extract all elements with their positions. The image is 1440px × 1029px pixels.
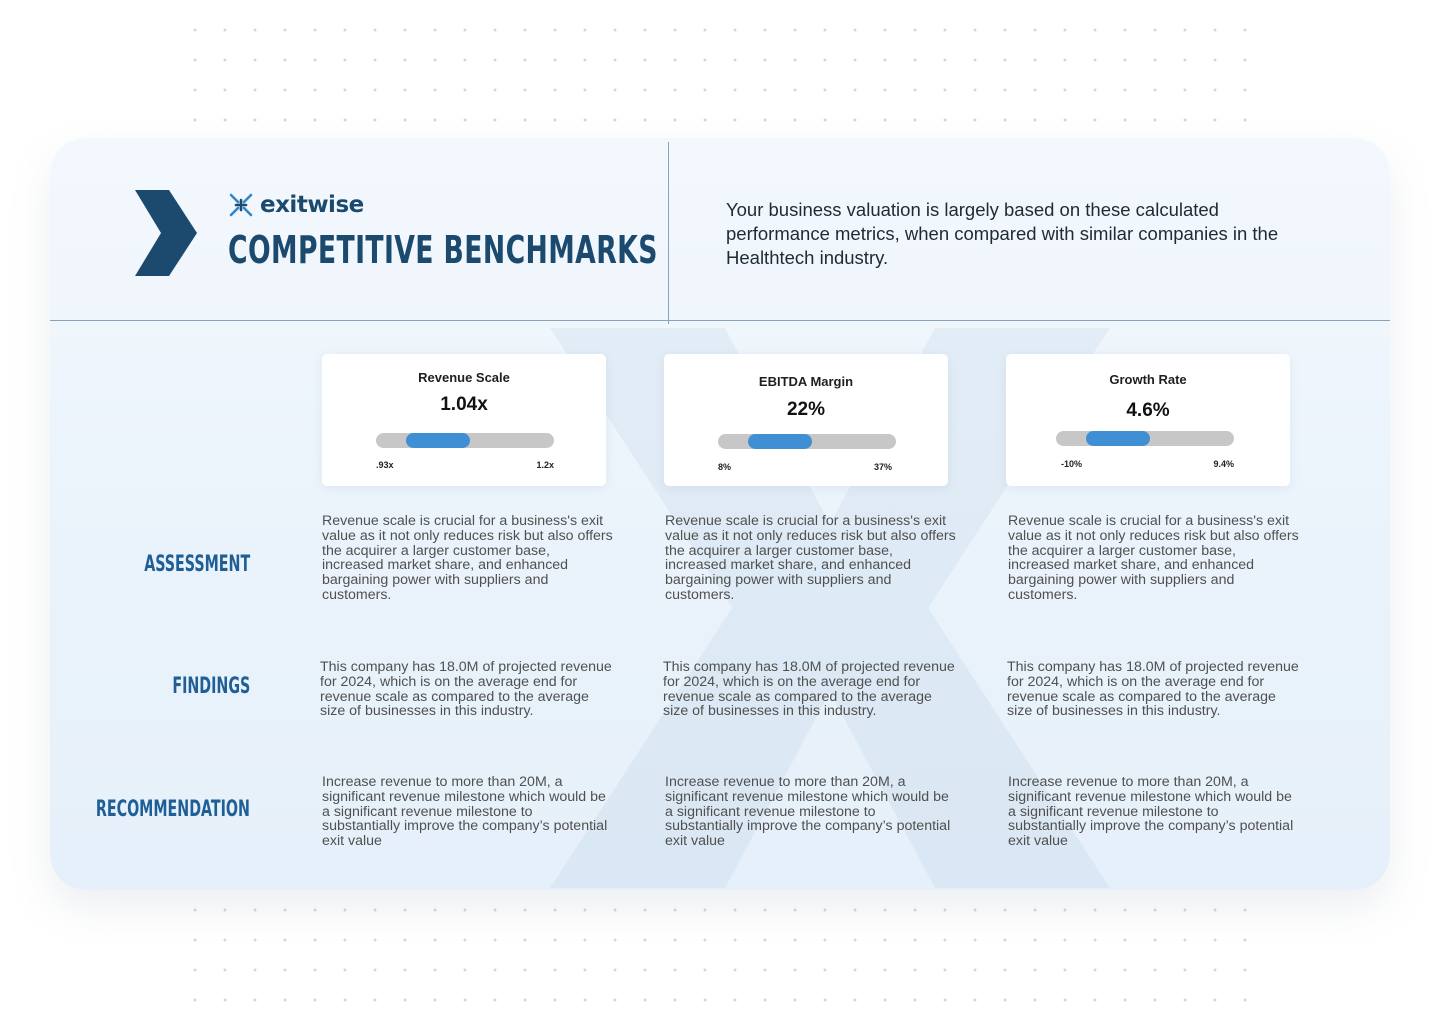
metric-bar-fill xyxy=(748,434,812,449)
chevron-right-icon xyxy=(135,190,197,276)
metric-bar-track xyxy=(1056,431,1234,446)
metric-min-label: -10% xyxy=(1061,459,1083,469)
metric-bar-track xyxy=(376,433,554,448)
recommendation-cell-revenue-scale: Increase revenue to more than 20M, a significant revenue milestone which would be a significant revenue milestone to substantially improve the company’s potential exit value xyxy=(322,774,608,850)
brand-logo xyxy=(228,190,364,220)
findings-cell-revenue-scale: This company has 18.0M of projected revenue for 2024, which is on the average end for revenue scale as compared to the average size of businesses in this industry. xyxy=(320,659,612,720)
metric-bar-fill xyxy=(1086,431,1150,446)
metric-title: EBITDA Margin xyxy=(758,374,854,389)
header-vertical-divider xyxy=(668,142,669,324)
metric-card-ebitda-margin xyxy=(664,354,948,486)
benchmarks-card xyxy=(50,138,1390,890)
header-horizontal-divider xyxy=(50,320,1390,321)
row-label-assessment: ASSESSMENT xyxy=(144,552,250,577)
metric-card-revenue-scale xyxy=(322,354,606,486)
dot-pattern-bottom xyxy=(180,895,1260,1020)
metric-max-label: 1.2x xyxy=(536,460,554,470)
findings-cell-ebitda-margin: This company has 18.0M of projected revenue for 2024, which is on the average end for revenue scale as compared to the average size of businesses in this industry. xyxy=(663,659,955,720)
page-title: COMPETITIVE BENCHMARKS xyxy=(228,228,658,272)
recommendation-cell-ebitda-margin: Increase revenue to more than 20M, a significant revenue milestone which would be a significant revenue milestone to substantially improve the company’s potential exit value xyxy=(665,774,951,850)
dot-pattern-top xyxy=(180,15,1260,135)
intro-text: Your business valuation is largely based on these calculated performance metrics, when compared with similar companies in the Healthtech industry. xyxy=(726,199,1279,268)
metric-min-label: .93x xyxy=(376,460,394,470)
metric-max-label: 37% xyxy=(873,462,892,472)
exitwise-logo-icon xyxy=(228,192,254,218)
findings-cell-growth-rate: This company has 18.0M of projected revenue for 2024, which is on the average end for revenue scale as compared to the average size of businesses in this industry. xyxy=(1007,659,1299,720)
metric-title: Growth Rate xyxy=(1109,372,1187,387)
metric-max-label: 9.4% xyxy=(1213,459,1234,469)
metric-title: Revenue Scale xyxy=(418,370,510,385)
metric-bar-track xyxy=(718,434,896,449)
metric-value: 4.6% xyxy=(1126,400,1170,421)
metric-value: 1.04x xyxy=(440,394,488,415)
metric-value: 22% xyxy=(786,399,826,420)
assessment-cell-ebitda-margin: Revenue scale is crucial for a business's exit value as it not only reduces risk but also offers the acquirer a larger customer base, increased market share, and enhanced bargaining power with suppliers and customers. xyxy=(665,513,956,603)
recommendation-cell-growth-rate: Increase revenue to more than 20M, a significant revenue milestone which would be a significant revenue milestone to substantially improve the company’s potential exit value xyxy=(1008,774,1294,850)
metric-min-label: 8% xyxy=(718,462,732,472)
metric-card-growth-rate xyxy=(1006,354,1290,486)
brand-name: exitwise xyxy=(260,192,364,218)
metric-bar-fill xyxy=(406,433,470,448)
assessment-cell-growth-rate: Revenue scale is crucial for a business's exit value as it not only reduces risk but also offers the acquirer a larger customer base, increased market share, and enhanced bargaining power with suppliers and customers. xyxy=(1008,513,1299,603)
row-label-findings: FINDINGS xyxy=(172,674,250,699)
assessment-cell-revenue-scale: Revenue scale is crucial for a business's exit value as it not only reduces risk but also offers the acquirer a larger customer base, increased market share, and enhanced bargaining power with suppliers and customers. xyxy=(322,513,613,603)
row-label-recommendation: RECOMMENDATION xyxy=(95,797,250,822)
